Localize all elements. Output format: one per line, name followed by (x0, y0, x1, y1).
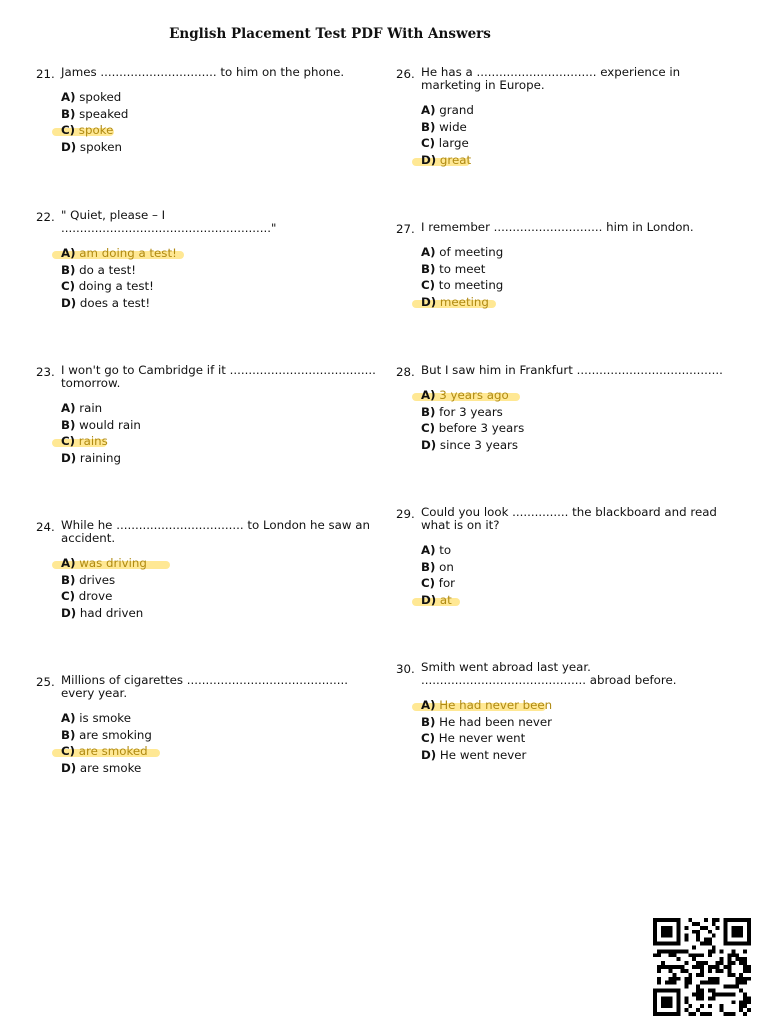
answer-option (61, 139, 376, 156)
option-text: of meeting (435, 245, 504, 259)
question-23 (36, 364, 376, 466)
option-letter: A) (421, 245, 436, 259)
option-text: does a test! (76, 295, 151, 310)
answer-options (36, 710, 376, 776)
option-text: great (436, 152, 472, 167)
answer-option-highlighted (61, 245, 376, 262)
option-text: raining (76, 450, 122, 465)
answer-option (421, 102, 736, 119)
question-28 (396, 364, 736, 453)
option-letter: A) (61, 556, 76, 570)
question-stem (36, 364, 376, 390)
question-number: 30. (396, 662, 415, 676)
answer-option (61, 295, 376, 312)
option-letter: C) (421, 278, 436, 292)
answer-option (421, 437, 736, 454)
answer-option-highlighted (421, 387, 736, 404)
option-text: drove (75, 589, 113, 603)
question-text: James ............................... to him on the phone. (61, 65, 345, 79)
option-letter: A) (61, 401, 76, 415)
option-text: spoke (75, 123, 114, 137)
option-text: wide (435, 119, 467, 134)
option-letter: A) (421, 388, 436, 402)
answer-options (36, 400, 376, 466)
option-letter: A) (421, 103, 436, 117)
question-text: Millions of cigarettes ........................................... every year. (61, 673, 348, 700)
question-29 (396, 506, 736, 608)
option-text: meeting (436, 294, 489, 309)
answer-option (421, 542, 736, 559)
option-text: rains (75, 434, 108, 448)
option-text: to meet (435, 261, 486, 276)
page-title: English Placement Test PDF With Answers (169, 26, 491, 42)
option-text: for (435, 576, 456, 590)
answer-option-highlighted (61, 433, 376, 450)
answer-option (421, 244, 736, 261)
answer-option (61, 710, 376, 727)
answer-option (61, 572, 376, 589)
question-text: Smith went abroad last year. ............................................ abroad before. (421, 660, 677, 687)
answer-options (396, 542, 736, 608)
option-text: for 3 years (435, 404, 503, 419)
question-stem (36, 519, 376, 545)
question-25 (36, 674, 376, 776)
option-letter: B) (61, 417, 76, 432)
answer-option (421, 714, 736, 731)
option-letter: A) (421, 698, 436, 712)
option-text: He had never been (435, 698, 553, 712)
answer-option (421, 135, 736, 152)
question-text: While he .................................. to London he saw an accident. (61, 518, 370, 545)
option-letter: D) (421, 747, 437, 762)
question-27 (396, 221, 736, 310)
option-letter: C) (421, 731, 436, 745)
answer-options (36, 89, 376, 155)
answer-option (421, 277, 736, 294)
option-text: are smoke (76, 760, 142, 775)
option-letter: C) (61, 744, 76, 758)
answer-option (61, 262, 376, 279)
option-text: was driving (75, 556, 147, 570)
option-letter: D) (61, 760, 77, 775)
option-text: spoked (75, 90, 122, 104)
option-letter: B) (421, 559, 436, 574)
option-text: had driven (76, 605, 144, 620)
option-letter: D) (421, 294, 437, 309)
answer-option-highlighted (421, 592, 736, 609)
qr-code-icon (650, 918, 754, 1016)
answer-options (396, 697, 736, 763)
question-number: 25. (36, 675, 55, 689)
question-stem (396, 66, 736, 92)
option-text: are smoked (75, 744, 148, 758)
answer-option (61, 588, 376, 605)
option-text: am doing a test! (75, 246, 177, 260)
option-letter: D) (61, 450, 77, 465)
option-letter: B) (61, 262, 76, 277)
option-letter: B) (421, 119, 436, 134)
option-text: before 3 years (435, 421, 525, 435)
option-letter: B) (61, 106, 76, 121)
option-text: rain (75, 401, 103, 415)
answer-option (61, 89, 376, 106)
question-22 (36, 209, 376, 311)
option-letter: A) (421, 543, 436, 557)
answer-option (421, 420, 736, 437)
answer-option-highlighted (421, 697, 736, 714)
option-text: grand (435, 103, 474, 117)
question-number: 21. (36, 67, 55, 81)
option-letter: C) (421, 136, 436, 150)
option-text: He never went (435, 731, 526, 745)
question-text: I won't go to Cambridge if it ....................................... tomorrow. (61, 363, 376, 390)
option-letter: D) (421, 437, 437, 452)
question-text: I remember ............................. him in London. (421, 220, 694, 234)
answer-option (421, 404, 736, 421)
question-number: 26. (396, 67, 415, 81)
option-text: since 3 years (436, 437, 519, 452)
question-number: 28. (396, 365, 415, 379)
question-text: He has a ................................ experience in marketing in Europe. (421, 65, 681, 92)
option-text: drives (75, 572, 116, 587)
option-letter: C) (61, 589, 76, 603)
question-number: 29. (396, 507, 415, 521)
answer-option-highlighted (421, 152, 736, 169)
question-text: " Quiet, please – I ........................................................" (61, 208, 277, 235)
question-number: 24. (36, 520, 55, 534)
answer-option (421, 747, 736, 764)
answer-options (396, 244, 736, 310)
answer-option (421, 730, 736, 747)
option-letter: C) (61, 123, 76, 137)
option-letter: D) (61, 139, 77, 154)
answer-options (396, 387, 736, 453)
question-text: But I saw him in Frankfurt ....................................... (421, 363, 723, 377)
answer-options (396, 102, 736, 168)
answer-option-highlighted (61, 743, 376, 760)
answer-option (61, 278, 376, 295)
option-letter: D) (61, 605, 77, 620)
answer-options (36, 555, 376, 621)
answer-option (421, 575, 736, 592)
question-26 (396, 66, 736, 168)
answer-option (421, 559, 736, 576)
question-stem (36, 674, 376, 700)
option-letter: B) (421, 261, 436, 276)
option-text: would rain (75, 417, 141, 432)
option-letter: D) (61, 295, 77, 310)
option-letter: C) (421, 576, 436, 590)
option-text: speaked (75, 106, 129, 121)
answer-option-highlighted (61, 555, 376, 572)
option-letter: D) (421, 592, 437, 607)
question-stem (396, 661, 736, 687)
option-letter: D) (421, 152, 437, 167)
question-number: 22. (36, 210, 55, 224)
question-30 (396, 661, 736, 763)
answer-option (61, 400, 376, 417)
option-letter: A) (61, 246, 76, 260)
answer-option (61, 727, 376, 744)
option-letter: A) (61, 90, 76, 104)
option-text: spoken (76, 139, 122, 154)
question-stem (36, 66, 376, 79)
question-21 (36, 66, 376, 155)
question-number: 23. (36, 365, 55, 379)
option-letter: C) (61, 279, 76, 293)
option-text: 3 years ago (435, 388, 509, 402)
option-text: He had been never (435, 714, 553, 729)
answer-option (421, 261, 736, 278)
answer-option-highlighted (421, 294, 736, 311)
option-text: large (435, 136, 469, 150)
option-letter: B) (421, 404, 436, 419)
question-stem (396, 364, 736, 377)
question-stem (396, 221, 736, 234)
question-stem (396, 506, 736, 532)
option-letter: B) (61, 572, 76, 587)
answer-option (61, 605, 376, 622)
option-text: at (436, 592, 452, 607)
question-text: Could you look ............... the blackboard and read what is on it? (421, 505, 717, 532)
option-text: do a test! (75, 262, 136, 277)
answer-option (61, 450, 376, 467)
option-text: to meeting (435, 278, 504, 292)
answer-option (61, 760, 376, 777)
option-text: doing a test! (75, 279, 154, 293)
answer-option (421, 119, 736, 136)
option-letter: B) (61, 727, 76, 742)
answer-option (61, 106, 376, 123)
answer-option-highlighted (61, 122, 376, 139)
answer-option (61, 417, 376, 434)
question-number: 27. (396, 222, 415, 236)
option-text: is smoke (75, 711, 131, 725)
question-24 (36, 519, 376, 621)
option-letter: A) (61, 711, 76, 725)
answer-options (36, 245, 376, 311)
option-text: He went never (436, 747, 527, 762)
option-text: are smoking (75, 727, 152, 742)
option-letter: B) (421, 714, 436, 729)
question-stem (36, 209, 376, 235)
option-text: on (435, 559, 454, 574)
option-text: to (435, 543, 452, 557)
option-letter: C) (421, 421, 436, 435)
option-letter: C) (61, 434, 76, 448)
